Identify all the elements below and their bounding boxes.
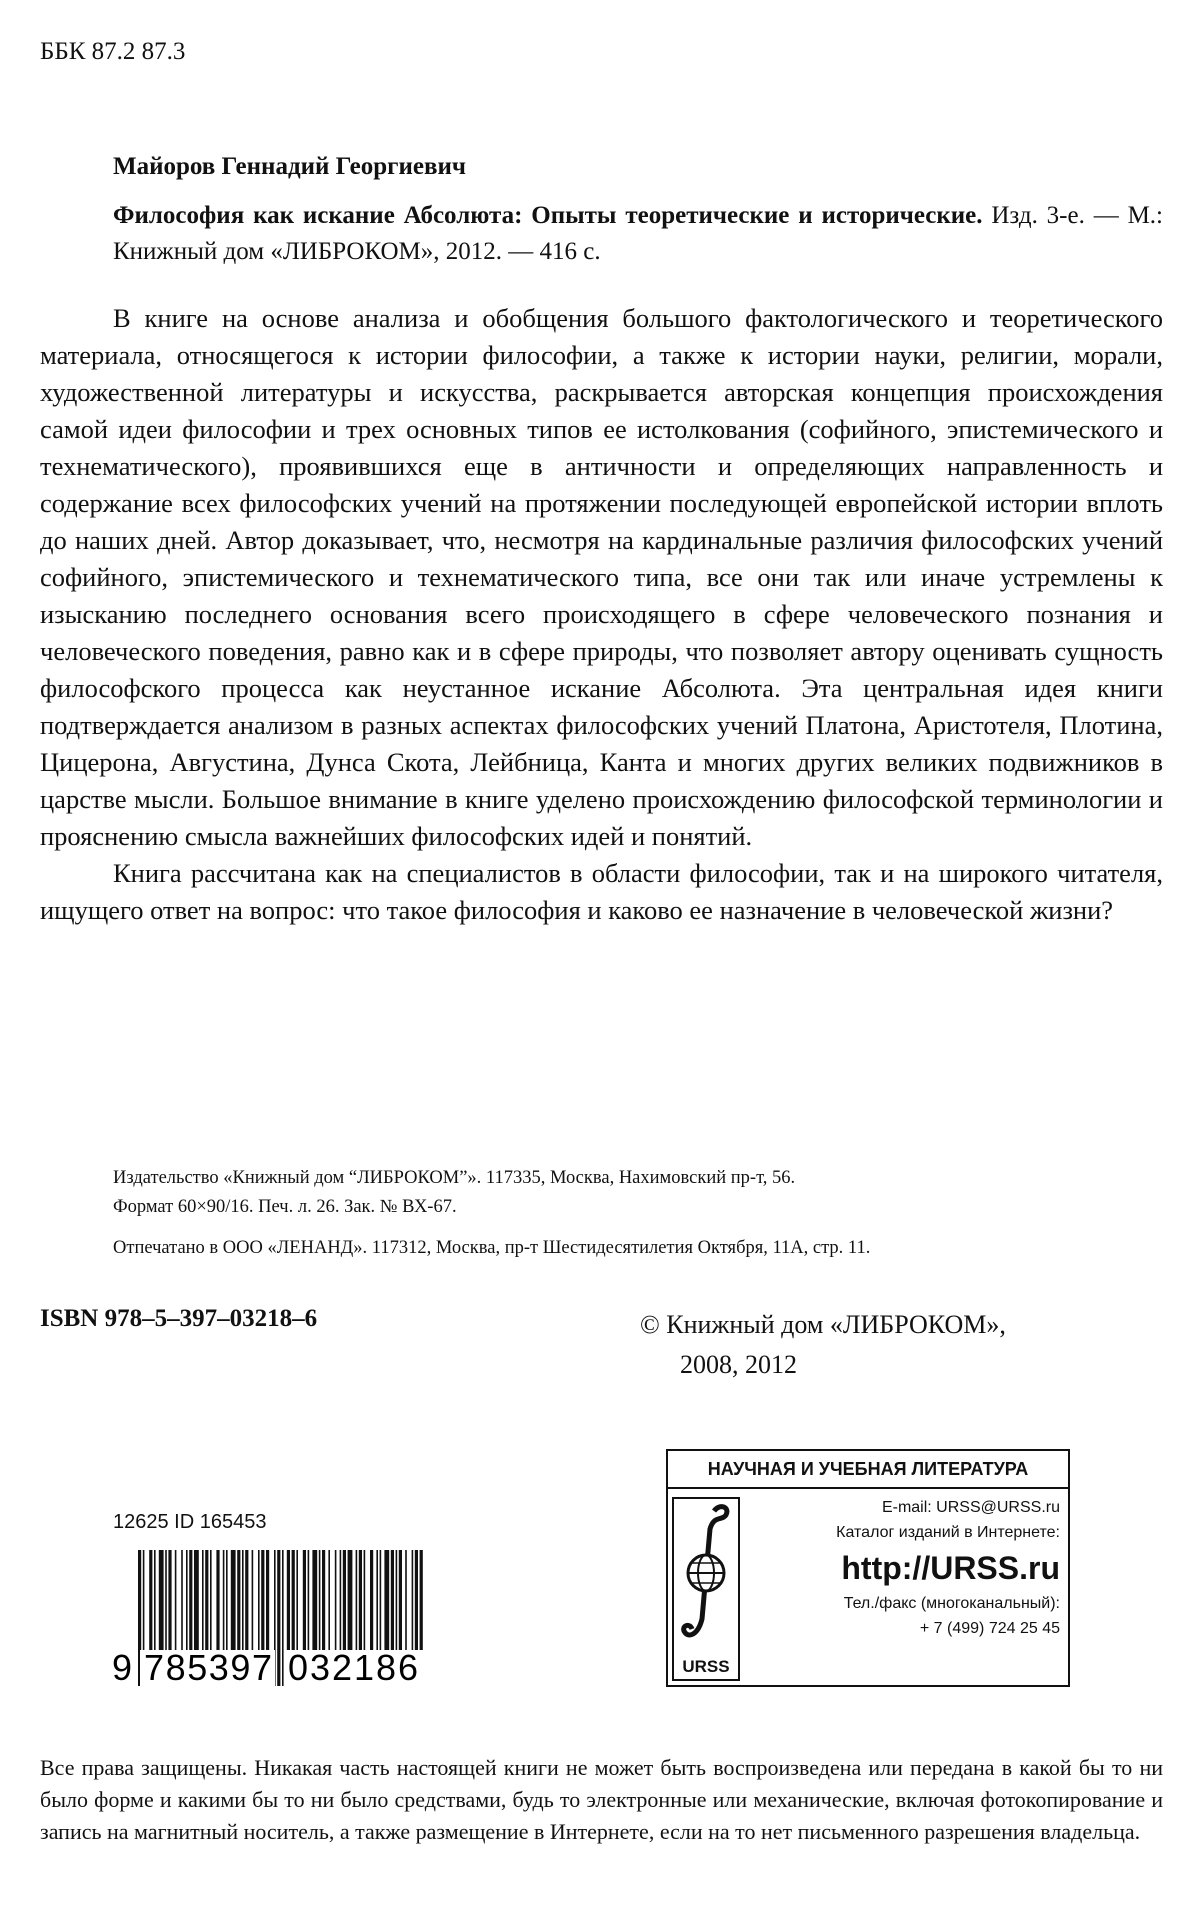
format-line: Формат 60×90/16. Печ. л. 26. Зак. № ВХ-67.: [113, 1197, 457, 1217]
abstract: [40, 300, 1163, 929]
urss-contacts: [748, 1495, 1060, 1641]
globe-integral-icon: [674, 1499, 738, 1649]
book-title-block: [113, 198, 1163, 270]
barcode-first-digit: 9: [112, 1647, 133, 1686]
copyright: [640, 1305, 1006, 1385]
bbk-code: ББК 87.2 87.3: [40, 38, 186, 65]
barcode-id: 12625 ID 165453: [113, 1511, 267, 1533]
barcode-digits-right: 032186: [288, 1647, 418, 1686]
publisher-line: Издательство «Книжный дом “ЛИБРОКОМ”». 117335, Москва, Нахимовский пр-т, 56.: [113, 1168, 796, 1188]
abstract-paragraph: В книге на основе анализа и обобщения большого фактологического и теоретического материала, относящегося к истории философии, а также к истории науки, религии, морали, художественной литературы и искусства, раскрывается авторская концепция происхождения самой идеи философии и трех основных типов ее истолкования (софийного, эпистемического и технематического), проявившихся еще в античности и определяющих направленность и содержание всех философских учений на протяжении последующей европейской истории вплоть до наших дней. Автор доказывает, что, несмотря на кардинальные различия философских учений софийного, эпистемического и технематического типа, все они так или иначе устремлены к изысканию последнего основания всего происходящего в сфере человеческого познания и человеческого поведения, равно как и в сфере природы, что позволяет автору оценивать сущность философского процесса как неустанное искание Абсолюта. Эта центральная идея книги подтверждается анализом в разных аспектах философских учений Платона, Аристотеля, Плотина, Цицерона, Августина, Дунса Скота, Лейбница, Канта и многих других великих подвижников в царстве мысли. Большое внимание в книге уделено происхождению философской терминологии и прояснению смысла важнейших философских идей и понятий.: [40, 303, 1163, 851]
urss-phone-label: Тел./факс (многоканальный):: [843, 1595, 1060, 1612]
author-name: Майоров Геннадий Георгиевич: [113, 153, 467, 180]
urss-email: E-mail: URSS@URSS.ru: [881, 1499, 1060, 1516]
urss-url: http://URSS.ru: [841, 1550, 1060, 1586]
copyright-holder: © Книжный дом «ЛИБРОКОМ»,: [640, 1310, 1006, 1339]
barcode-bar: [282, 1550, 284, 1686]
printer-line: Отпечатано в ООО «ЛЕНАНД». 117312, Москва, пр-т Шестидесятилетия Октября, 11А, стр. 11.: [113, 1238, 871, 1258]
copyright-years: 2008, 2012: [680, 1350, 797, 1379]
book-title: Философия как искание Абсолюта: Опыты теоретические и исторические.: [113, 202, 983, 229]
urss-heading: НАУЧНАЯ И УЧЕБНАЯ ЛИТЕРАТУРА: [668, 1451, 1068, 1489]
abstract-paragraph: Книга рассчитана как на специалистов в области философии, так и на широкого читателя, ищущего ответ на вопрос: что такое философия и каково ее назначение в человеческой жизни?: [40, 858, 1163, 925]
urss-catalog-label: Каталог изданий в Интернете:: [836, 1524, 1060, 1541]
barcode-digits-left: 785397: [144, 1647, 272, 1686]
edition-info: Изд. 3-е. — М.: Книжный дом «ЛИБРОКОМ», 2012. — 416 с.: [113, 202, 1163, 265]
isbn-barcode: [110, 1550, 428, 1686]
isbn: ISBN 978–5–397–03218–6: [40, 1305, 318, 1332]
urss-phone: + 7 (499) 724 25 45: [919, 1620, 1060, 1637]
rights-notice: Все права защищены. Никакая часть настоящей книги не может быть воспроизведена или передана в какой бы то ни было форме и какими бы то ни было средствами, будь то электронные или механические, включая фотокопирование и запись на магнитный носитель, а также размещение в Интернете, если на то нет письменного разрешения владельца.: [40, 1755, 1163, 1844]
barcode-bar: [277, 1550, 280, 1686]
urss-logo-text: URSS: [682, 1657, 730, 1676]
urss-ad-box: [666, 1449, 1070, 1687]
imprint: [113, 1164, 1163, 1263]
urss-logo: [672, 1497, 740, 1681]
